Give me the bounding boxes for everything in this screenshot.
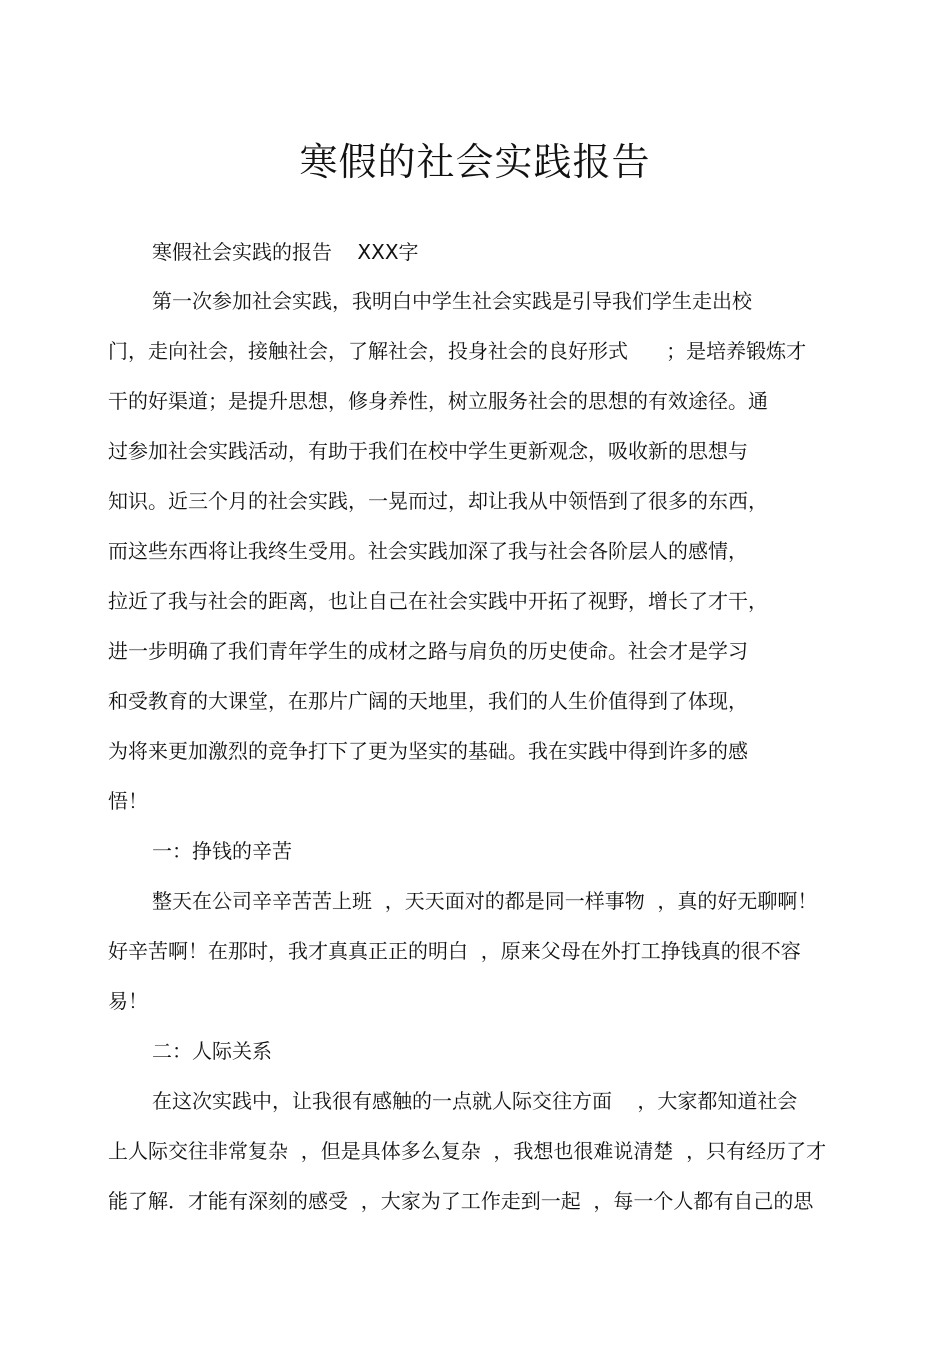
paragraph-line: 好辛苦啊！在那时，我才真真正正的明白 ，原来父母在外打工挣钱真的很不容	[108, 939, 801, 963]
paragraph-line: 为将来更加激烈的竞争打下了更为坚实的基础。我在实践中得到许多的感	[108, 739, 748, 763]
document-title: 寒假的社会实践报告	[299, 140, 651, 184]
paragraph-line: 悟！	[108, 789, 148, 813]
section-heading: 一：挣钱的辛苦	[152, 839, 292, 863]
paragraph-line: 和受教育的大课堂，在那片广阔的天地里，我们的人生价值得到了体现，	[108, 689, 748, 713]
paragraph-line: 易！	[108, 989, 148, 1013]
paragraph-line: 干的好渠道；是提升思想，修身养性，树立服务社会的思想的有效途径。通	[108, 389, 768, 413]
paragraph-line: 进一步明确了我们青年学生的成材之路与肩负的历史使命。社会才是学习	[108, 639, 748, 663]
paragraph-line: 而这些东西将让我终生受用。社会实践加深了我与社会各阶层人的感情，	[108, 539, 748, 563]
paragraph-line: 上人际交往非常复杂 ，但是具体多么复杂 ，我想也很难说清楚 ，只有经历了才	[108, 1139, 827, 1163]
paragraph-line: 知识。近三个月的社会实践，一晃而过，却让我从中领悟到了很多的东西，	[108, 489, 768, 513]
document-subtitle: 寒假社会实践的报告 XXX字	[152, 240, 419, 264]
paragraph-line: 过参加社会实践活动，有助于我们在校中学生更新观念，吸收新的思想与	[108, 439, 748, 463]
paragraph-line: 第一次参加社会实践，我明白中学生社会实践是引导我们学生走出校	[152, 289, 752, 313]
paragraph-line: 拉近了我与社会的距离，也让自己在社会实践中开拓了视野，增长了才干，	[108, 589, 768, 613]
paragraph-line: 在这次实践中，让我很有感触的一点就人际交往方面 ，大家都知道社会	[152, 1089, 798, 1113]
paragraph-line: 能了解．才能有深刻的感受 ，大家为了工作走到一起 ，每一个人都有自己的思	[108, 1189, 814, 1213]
section-heading: 二：人际关系	[152, 1039, 272, 1063]
paragraph-line: 整天在公司辛辛苦苦上班 ，天天面对的都是同一样事物 ，真的好无聊啊！	[152, 889, 818, 913]
paragraph-line: 门，走向社会，接触社会，了解社会，投身社会的良好形式 ；是培养锻炼才	[108, 339, 807, 363]
